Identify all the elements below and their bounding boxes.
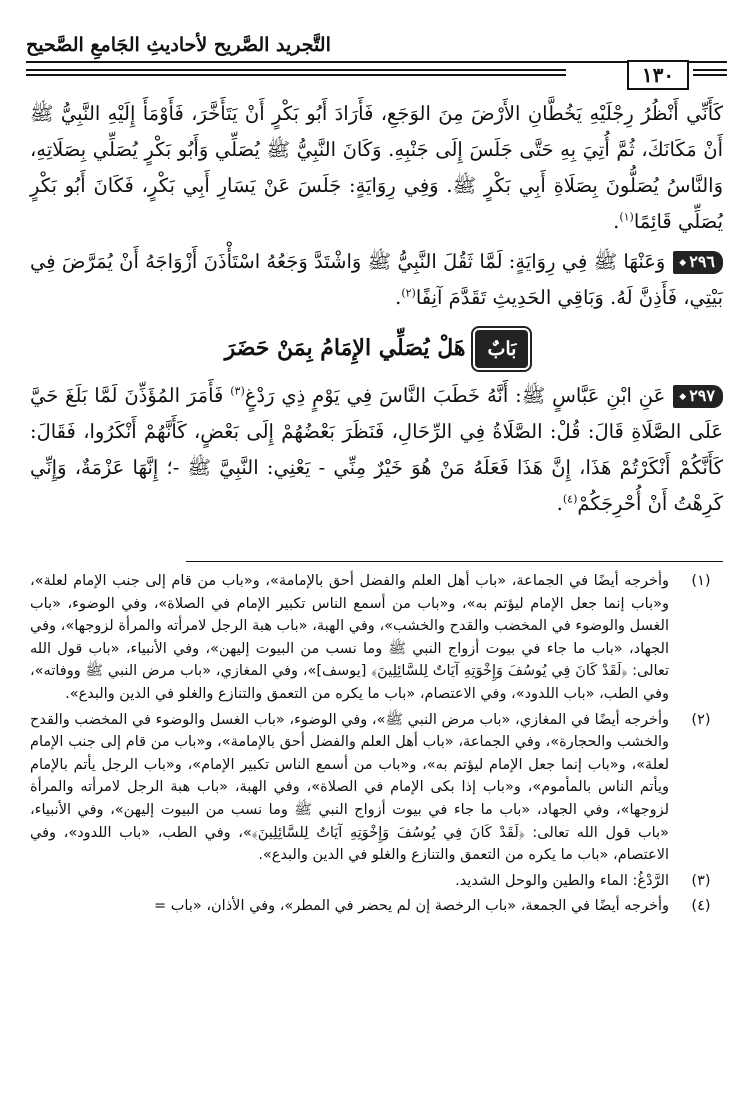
hadith-continuation: كَأَنِّي أَنْظُرُ رِجْلَيْهِ يَخُطَّانِ الأَرْضَ مِنَ الوَجَعِ، فَأَرَادَ أَبُو بَكْرٍ أَنْ يَتَأَخَّرَ، فَأَوْمَأَ إِلَيْهِ النَّبِيُّ ﷺ أَنْ مَكَانَكَ، ثُمَّ أُتِيَ بِهِ حَتَّى جَلَسَ إِلَى جَنْبِهِ. وَكَانَ النَّبِيُّ ﷺ يُصَلِّي وَأَبُو بَكْرٍ يُصَلِّي بِصَلَاتِهِ، وَالنَّاسُ يُصَلُّونَ بِصَلَاةِ أَبِي بَكْرٍ ﷺ. وَفِي رِوَايَةٍ: جَلَسَ عَنْ يَسَارِ أَبِي بَكْرٍ، فَكَانَ أَبُو بَكْرٍ يُصَلِّي قَائِمًا$^{(١)}$. [30,102,723,233]
running-title: التَّجريد الصَّريح لأحاديثِ الجَامعِ الصَّحيح [26,34,331,56]
hadith-297-text-b: فَأَمَرَ المُؤَذِّنَ لَمَّا بَلَغَ حَيَّ عَلَى الصَّلَاةِ قَالَ: قُلْ: الصَّلَاةُ فِي الرِّحَالِ، فَنَظَرَ بَعْضُهُمْ إِلَى بَعْضٍ، كَأَنَّهُمْ أَنْكَرُوا، فَقَالَ: كَأَنَّكُمْ أَنْكَرْتُمْ هَذَا، إِنَّ هَذَا فَعَلَهُ مَنْ هُوَ خَيْرٌ مِنِّي - يَعْنِي: النَّبِيَّ ﷺ -؛ إِنَّهَا عَزْمَةٌ، وَإِنِّي كَرِهْتُ أَنْ أُحْرِجَكُمْ [30,384,723,515]
footnote-item [30,709,723,867]
footnote-item [30,570,723,706]
footnote-text: وأخرجه أيضًا في الجمعة، «باب الرخصة إن لم يحضر في المطر»، وفي الأذان، «باب = [154,898,669,915]
page-header [26,34,727,56]
chapter-label-badge: بَابٌ [475,330,528,368]
footnote-ref-3[interactable]: (٣) [230,384,245,398]
header-rule-right-top [693,69,727,71]
footnote-number: (٤) [691,898,711,915]
hadith-number-badge: ٢٩٧ ◆ [673,385,723,408]
header-double-rule-top [26,69,566,71]
footnote-number: (١) [691,573,711,589]
hadith-296-text: وَعَنْهَا ﷺ فِي رِوَايَةٍ: لَمَّا ثَقُلَ النَّبِيُّ ﷺ وَاشْتَدَّ وَجَعُهُ اسْتَأْذَنَ أَزْوَاجَهُ أَنْ يُمَرَّضَ فِي بَيْتِي، فَأَذِنَّ لَهُ. وَبَاقِي الحَدِيثِ تَقَدَّمَ آنِفًا [30,250,723,309]
footnote-ref-2[interactable]: (٢) [401,286,416,300]
header-rule-right-bottom [693,74,727,76]
hadith-continuation-text: كَأَنِّي أَنْظُرُ رِجْلَيْهِ يَخُطَّانِ الأَرْضَ مِنَ الوَجَعِ، فَأَرَادَ أَبُو بَكْرٍ أَنْ يَتَأَخَّرَ، فَأَوْمَأَ إِلَيْهِ النَّبِيُّ ﷺ أَنْ مَكَانَكَ، ثُمَّ أُتِيَ بِهِ حَتَّى جَلَسَ إِلَى جَنْبِهِ. وَكَانَ النَّبِيُّ ﷺ يُصَلِّي وَأَبُو بَكْرٍ يُصَلِّي بِصَلَاتِهِ، وَالنَّاسُ يُصَلُّونَ بِصَلَاةِ أَبِي بَكْرٍ ﷺ. وَفِي رِوَايَةٍ: جَلَسَ عَنْ يَسَارِ أَبِي بَكْرٍ، فَكَانَ أَبُو بَكْرٍ يُصَلِّي قَائِمًا [30,102,723,233]
footnote-item [30,895,723,918]
header-double-rule-bottom [26,74,566,76]
hadith-296: ٢٩٦ ◆وَعَنْهَا ﷺ فِي رِوَايَةٍ: لَمَّا ثَقُلَ النَّبِيُّ ﷺ وَاشْتَدَّ وَجَعُهُ اسْتَأْذَنَ أَزْوَاجَهُ أَنْ يُمَرَّضَ فِي بَيْتِي، فَأَذِنَّ لَهُ. وَبَاقِي الحَدِيثِ تَقَدَّمَ آنِفًا$^{(٢)}$. [30,244,723,316]
footnote-text: وأخرجه أيضًا في الجماعة، «باب أهل العلم والفضل أحق بالإمامة»، و«باب من قام إلى جنب الإمام لعلة»، و«باب إنما جعل الإمام ليؤتم به»، و«باب من أسمع الناس تكبير الإمام في الصلاة»، وفي الوضوء، «باب الغسل والوضوء في المخضب والقدح والخشب»، وفي الهبة، «باب هبة الرجل لامرأته والمرأة لزوجها»، وفي الجهاد، «باب ما جاء في بيوت أزواج النبي ﷺ وما نسب من البيوت إليهن»، وفي الأنبياء، «باب قول الله تعالى: ﴿لَقَدْ كَانَ فِي يُوسُفَ وَإِخْوَتِهِ آيَاتٌ لِلسَّائِلِينَ﴾ [يوسف]»، وفي المغازي، «باب مرض النبي ﷺ ووفاته»، وفي الطب، «باب اللدود»، وفي الاعتصام، «باب ما يكره من التعمق والتنازع والغلو في الدين والبدع». [30,573,669,702]
chapter-heading [30,330,723,368]
footnote-text: الرَّدْغُ: الماء والطين والوحل الشديد. [455,872,669,889]
page-number: ١٣٠ [627,60,689,90]
footnotes [30,570,723,921]
hadith-297-text-a: عَنِ ابْنِ عَبَّاسٍ ﷺ: أَنَّهُ خَطَبَ النَّاسَ فِي يَوْمٍ ذِي رَدْغٍ [244,384,666,407]
footnote-separator [186,561,723,562]
main-text [30,96,723,522]
footnote-text: وأخرجه أيضًا في المغازي، «باب مرض النبي ﷺ»، وفي الوضوء، «باب الغسل والوضوء في المخضب والقدح والخشب والحجارة»، وفي الجماعة، «باب أهل العلم والفضل أحق بالإمامة»، و«باب من قام إلى جنب الإمام لعلة»، و«باب إنما جعل الإمام ليؤتم به»، و«باب من أسمع الناس تكبير الإمام»، و«باب الرجل يأتم بالإمام ويأتم الناس بالمأموم»، و«باب إذا بكى الإمام في الصلاة»، وفي الهبة، «باب هبة الرجل لامرأته والمرأة لزوجها»، وفي الجهاد، «باب ما جاء في بيوت أزواج النبي ﷺ وما نسب من البيوت إليهن»، وفي الأنبياء، «باب قول الله تعالى: ﴿لَقَدْ كَانَ فِي يُوسُفَ وَإِخْوَتِهِ آيَاتٌ لِلسَّائِلِينَ﴾»، وفي الطب، «باب اللدود»، وفي الاعتصام، «باب ما يكره من التعمق والتنازع والغلو في الدين والبدع». [30,711,669,864]
footnote-ref-1[interactable]: (١) [619,210,634,224]
footnote-item [30,870,723,893]
footnote-number: (٢) [691,711,711,728]
hadith-number-badge: ٢٩٦ ◆ [673,251,723,274]
hadith-297: ٢٩٧ ◆عَنِ ابْنِ عَبَّاسٍ ﷺ: أَنَّهُ خَطَبَ النَّاسَ فِي يَوْمٍ ذِي رَدْغٍ$^{(٣)}$ فَأَمَرَ المُؤَذِّنَ لَمَّا بَلَغَ حَيَّ عَلَى الصَّلَاةِ قَالَ: قُلْ: الصَّلَاةُ فِي الرِّحَالِ، فَنَظَرَ بَعْضُهُمْ إِلَى بَعْضٍ، كَأَنَّهُمْ أَنْكَرُوا، فَقَالَ: كَأَنَّكُمْ أَنْكَرْتُمْ هَذَا، إِنَّ هَذَا فَعَلَهُ مَنْ هُوَ خَيْرٌ مِنِّي - يَعْنِي: النَّبِيَّ ﷺ -؛ إِنَّهَا عَزْمَةٌ، وَإِنِّي كَرِهْتُ أَنْ أُحْرِجَكُمْ$^{(٤)}$. [30,378,723,522]
header-rule [26,61,727,63]
footnote-number: (٣) [691,872,711,889]
chapter-title: هَلْ يُصَلِّي الإِمَامُ بِمَنْ حَضَرَ [224,335,466,361]
footnote-ref-4[interactable]: (٤) [562,492,578,506]
